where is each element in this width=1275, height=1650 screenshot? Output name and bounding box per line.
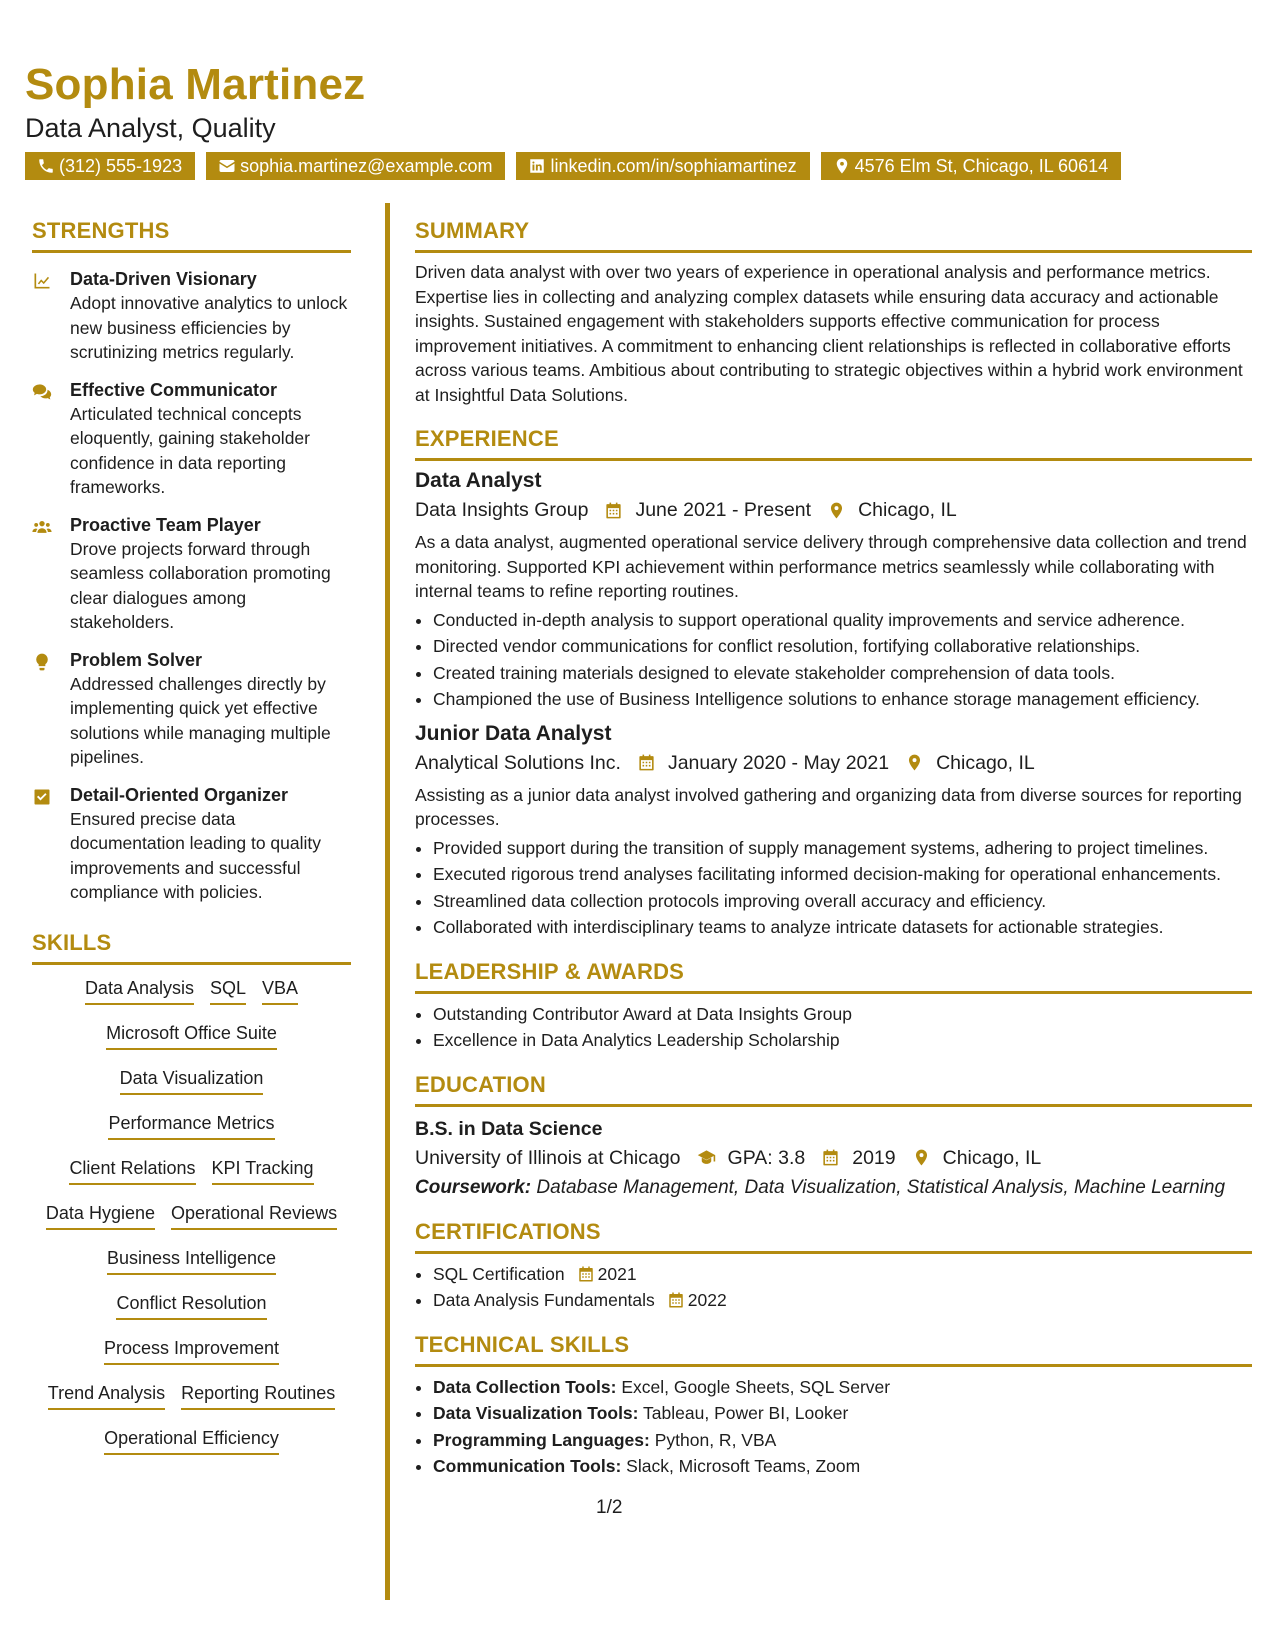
strength-title: Data-Driven Visionary [70, 269, 257, 289]
map-pin-icon [827, 501, 846, 520]
list-item: • Conducted in-depth analysis to support operational quality improvements and service adherence. [433, 608, 1252, 633]
tech-label: Data Visualization Tools: [433, 1403, 639, 1423]
strength-desc: Drove projects forward through seamless collaboration promoting clear dialogues among stakeholders. [70, 538, 331, 632]
phone-icon [37, 157, 55, 175]
skill-tag: Operational Efficiency [104, 1425, 279, 1455]
skill-tag: Operational Reviews [171, 1200, 337, 1230]
summary-text: Driven data analyst with over two years of experience in operational analysis and performance metrics. Expertise lies in collecting and analyzing complex datasets while ensuring data accuracy and actionable insights. Sustained engagement with stakeholders supports effective communication for process improvement initiatives. A commitment to enhancing client relationships is reflected in collaborative efforts across various teams. Ambitious about contributing to strategic objectives within a hybrid work environment at Insightful Data Solutions. [415, 262, 1243, 405]
summary-heading: SUMMARY [415, 217, 1252, 253]
degree: B.S. in Data Science [415, 1117, 603, 1140]
skills-list [32, 975, 351, 1470]
contact-email[interactable] [206, 152, 505, 180]
technical-skills-list [415, 1375, 1252, 1479]
job-dates: June 2021 - Present [635, 499, 812, 521]
education-section [415, 1071, 1252, 1200]
calendar-icon [667, 1291, 685, 1309]
leadership-heading: LEADERSHIP & AWARDS [415, 958, 1252, 994]
coursework-label: Coursework: [415, 1176, 532, 1198]
contact-phone[interactable] [25, 152, 195, 180]
skill-tag: Data Visualization [120, 1065, 264, 1095]
linkedin-icon [528, 157, 546, 175]
skill-tag: SQL [210, 975, 246, 1005]
list-item: • Championed the use of Business Intelligence solutions to enhance storage management efficiency. [433, 687, 1252, 712]
contact-linkedin[interactable] [516, 152, 809, 180]
job-meta [415, 748, 1252, 778]
gpa: GPA: 3.8 [727, 1146, 806, 1169]
strength-desc: Adopt innovative analytics to unlock new business efficiencies by scrutinizing metrics regularly. [70, 293, 348, 362]
job-company: Data Insights Group [415, 499, 589, 521]
skill-tag: VBA [262, 975, 298, 1005]
job-location: Chicago, IL [936, 751, 1035, 774]
envelope-icon [218, 157, 236, 175]
tech-value: Excel, Google Sheets, SQL Server [621, 1376, 891, 1397]
skill-tag: Business Intelligence [107, 1245, 276, 1275]
strength-item [32, 268, 351, 365]
chat-bubbles-icon [32, 382, 52, 402]
list-item: • Excellence in Data Analytics Leadership Scholarship [433, 1028, 1252, 1053]
skill-tag: Trend Analysis [48, 1380, 165, 1410]
right-column [415, 217, 1252, 1497]
job-entry [415, 720, 1252, 940]
column-divider [385, 203, 390, 1600]
skill-tag: Reporting Routines [181, 1380, 335, 1410]
users-icon [32, 517, 52, 537]
map-pin-icon [905, 753, 924, 772]
list-item [433, 1428, 1252, 1453]
experience-heading: EXPERIENCE [415, 425, 1252, 461]
strengths-heading: STRENGTHS [32, 217, 351, 253]
technical-skills-section [415, 1331, 1252, 1479]
summary-section [415, 217, 1252, 407]
candidate-name: Sophia Martinez [25, 60, 366, 109]
list-item: • Directed vendor communications for conflict resolution, fortifying collaborative relationships. [433, 634, 1252, 659]
graduation-year: 2019 [852, 1146, 896, 1169]
list-item: • Streamlined data collection protocols improving overall accuracy and efficiency. [433, 889, 1252, 914]
list-item: • Collaborated with interdisciplinary teams to analyze intricate datasets for actionable strategies. [433, 915, 1252, 940]
skill-tag: Process Improvement [104, 1335, 279, 1365]
tech-value: Slack, Microsoft Teams, Zoom [626, 1456, 861, 1476]
school-name: University of Illinois at Chicago [415, 1146, 681, 1169]
job-role: Data Analyst [415, 469, 542, 492]
lightbulb-icon [32, 652, 52, 672]
email-text: sophia.martinez@example.com [240, 156, 493, 176]
leadership-section [415, 958, 1252, 1053]
skill-tag: Performance Metrics [108, 1110, 274, 1140]
contact-address [821, 152, 1122, 180]
calendar-icon [577, 1265, 595, 1283]
cert-name: • Data Analysis Fundamentals [433, 1290, 655, 1310]
strength-desc: Articulated technical concepts eloquently, gaining stakeholder confidence in data reporting frameworks. [70, 403, 310, 497]
page-number: 1/2 [596, 1497, 623, 1518]
job-bullets [415, 608, 1252, 712]
job-dates: January 2020 - May 2021 [667, 751, 890, 774]
strength-item [32, 379, 351, 500]
list-item [433, 1454, 1252, 1479]
education-heading: EDUCATION [415, 1071, 1252, 1107]
map-pin-icon [912, 1148, 931, 1167]
job-meta [415, 495, 1252, 525]
trend-chart-icon [32, 271, 52, 291]
graduation-cap-icon [697, 1148, 716, 1167]
skill-tag: Data Analysis [85, 975, 194, 1005]
certifications-list [415, 1262, 1252, 1313]
skill-tag: Conflict Resolution [116, 1290, 266, 1320]
tech-label: Programming Languages: [433, 1429, 650, 1450]
strength-title: Effective Communicator [70, 379, 278, 400]
job-bullets [415, 836, 1252, 940]
calendar-icon [821, 1148, 840, 1167]
list-item [433, 1288, 1252, 1313]
skill-tag: Client Relations [69, 1155, 195, 1185]
linkedin-text: linkedin.com/in/sophiamartinez [550, 156, 797, 176]
education-meta [415, 1143, 1252, 1173]
list-item: • Provided support during the transition of supply management systems, adhering to project timelines. [433, 836, 1252, 861]
job-description: Assisting as a junior data analyst involved gathering and organizing data from diverse sources for reporting processes. [415, 784, 1242, 829]
list-item: • Executed rigorous trend analyses facilitating informed decision-making for operational enhancements. [433, 862, 1252, 887]
list-item [433, 1262, 1252, 1287]
strength-title: Problem Solver [70, 649, 203, 670]
job-role: Junior Data Analyst [415, 721, 612, 745]
strength-desc: Addressed challenges directly by implementing quick yet effective solutions while managing multiple pipelines. [70, 673, 331, 767]
calendar-icon [637, 753, 656, 772]
cert-name: • SQL Certification [433, 1263, 565, 1284]
strength-title: Proactive Team Player [70, 514, 261, 535]
job-description: As a data analyst, augmented operational service delivery through comprehensive data collection and trend monitoring. Supported KPI achievement within performance metrics seamlessly while collaborating with internal teams to refine reporting routines. [415, 532, 1247, 601]
certifications-section [415, 1218, 1252, 1313]
strength-item [32, 649, 351, 770]
strength-item [32, 514, 351, 635]
tech-label: Communication Tools: [433, 1456, 622, 1476]
address-text: 4576 Elm St, Chicago, IL 60614 [854, 156, 1109, 176]
cert-year: 2021 [597, 1263, 637, 1284]
strength-desc: Ensured precise data documentation leading to quality improvements and successful compliance with policies. [70, 808, 322, 902]
technical-skills-heading: TECHNICAL SKILLS [415, 1331, 1252, 1367]
skill-tag: Microsoft Office Suite [106, 1020, 277, 1050]
calendar-icon [604, 501, 623, 520]
cert-year: 2022 [687, 1290, 727, 1310]
left-column [32, 217, 351, 1470]
job-title-heading: Data Analyst, Quality [25, 113, 276, 143]
skill-tag: KPI Tracking [212, 1155, 314, 1185]
skills-heading: SKILLS [32, 929, 351, 965]
experience-section [415, 425, 1252, 940]
skill-tag: Data Hygiene [46, 1200, 155, 1230]
tech-label: Data Collection Tools: [433, 1376, 617, 1397]
strength-item [32, 784, 351, 905]
strengths-list [32, 268, 351, 905]
job-company: Analytical Solutions Inc. [415, 751, 621, 774]
tech-value: Python, R, VBA [654, 1429, 777, 1450]
map-pin-icon [833, 157, 851, 175]
tech-value: Tableau, Power BI, Looker [643, 1403, 849, 1423]
checkbox-icon [32, 787, 52, 807]
list-item: • Created training materials designed to elevate stakeholder comprehension of data tools. [433, 661, 1252, 686]
list-item [433, 1401, 1252, 1426]
list-item: • Outstanding Contributor Award at Data Insights Group [433, 1002, 1252, 1027]
job-location: Chicago, IL [858, 499, 957, 521]
strength-title: Detail-Oriented Organizer [70, 784, 289, 805]
coursework [415, 1175, 1252, 1200]
certifications-heading: CERTIFICATIONS [415, 1218, 1252, 1254]
job-entry [415, 467, 1252, 712]
leadership-list [415, 1002, 1252, 1053]
list-item [433, 1375, 1252, 1400]
contact-bar [25, 152, 1121, 180]
education-location: Chicago, IL [942, 1146, 1042, 1169]
phone-text: (312) 555-1923 [59, 156, 183, 176]
coursework-text: Database Management, Data Visualization, Statistical Analysis, Machine Learning [536, 1176, 1226, 1198]
